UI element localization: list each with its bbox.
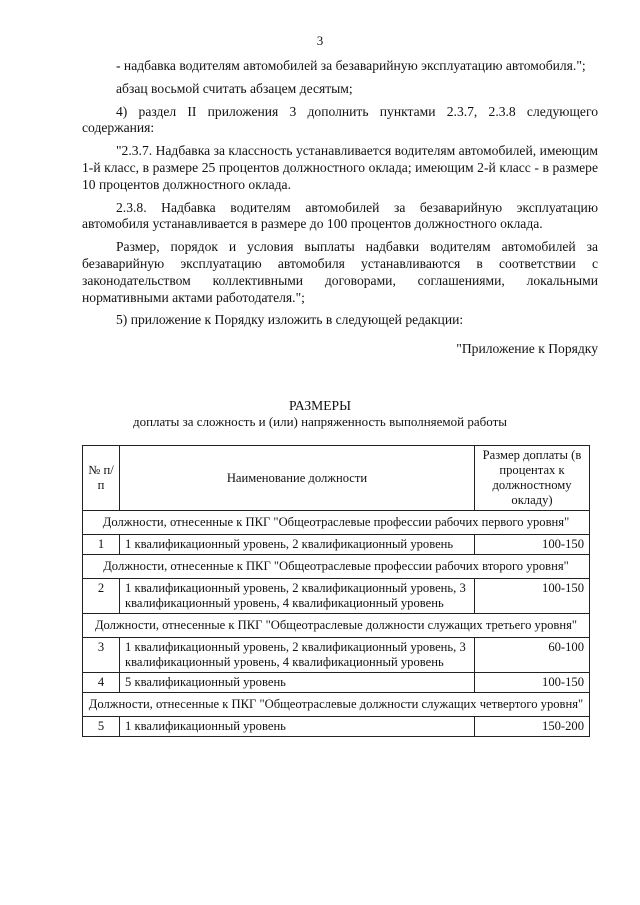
- row-pct: 100-150: [475, 579, 590, 614]
- group-row: [83, 693, 590, 717]
- paragraph: 5) приложение к Порядку изложить в следующей редакции:: [116, 312, 464, 328]
- group-title: Должности, отнесенные к ПКГ "Общеотраслевые профессии рабочих второго уровня": [83, 555, 590, 579]
- group-row: [83, 511, 590, 535]
- table-header-row: [83, 446, 590, 511]
- row-name: 1 квалификационный уровень, 2 квалификационный уровень: [120, 535, 475, 555]
- heading-subtitle: доплаты за сложность и (или) напряженность выполняемой работы: [132, 414, 507, 429]
- paragraph: 4) раздел II приложения 3 дополнить пунктами 2.3.7, 2.3.8 следующего содержания:: [82, 103, 598, 136]
- row-name: 1 квалификационный уровень, 2 квалификационный уровень, 3 квалификационный уровень, 4 квалификационный уровень: [120, 638, 475, 673]
- row-num: 2: [83, 579, 120, 614]
- row-pct: 60-100: [475, 638, 590, 673]
- header-name: Наименование должности: [120, 446, 475, 511]
- paragraph: Размер, порядок и условия выплаты надбавки водителям автомобилей за безаварийную эксплуатацию автомобиля устанавливаются в соответствии с законодательством коллективными договорами, соглашениями, локальными нормативными актами работодателя.";: [82, 239, 598, 305]
- group-title: Должности, отнесенные к ПКГ "Общеотраслевые профессии рабочих первого уровня": [83, 511, 590, 535]
- table-row: [83, 579, 590, 614]
- appendix-reference: "Приложение к Порядку: [456, 341, 598, 357]
- page-number: 3: [316, 33, 324, 48]
- paragraph: 2.3.8. Надбавка водителям автомобилей за безаварийную эксплуатацию автомобиля устанавливается в размере до 100 процентов должностного оклада.: [82, 199, 598, 232]
- row-name: 1 квалификационный уровень, 2 квалификационный уровень, 3 квалификационный уровень, 4 квалификационный уровень: [120, 579, 475, 614]
- heading-title: РАЗМЕРЫ: [289, 398, 351, 413]
- document-body: [82, 58, 598, 358]
- table-row: [83, 535, 590, 555]
- group-row: [83, 555, 590, 579]
- header-num: № п/п: [83, 446, 120, 511]
- group-title: Должности, отнесенные к ПКГ "Общеотраслевые должности служащих четвертого уровня": [83, 693, 590, 717]
- table-row: [83, 717, 590, 737]
- group-title: Должности, отнесенные к ПКГ "Общеотраслевые должности служащих третьего уровня": [83, 614, 590, 638]
- paragraph: абзац восьмой считать абзацем десятым;: [116, 80, 353, 96]
- table-heading: [0, 398, 640, 430]
- row-name: 1 квалификационный уровень: [120, 717, 475, 737]
- paragraph: - надбавка водителям автомобилей за безаварийную эксплуатацию автомобиля.";: [116, 58, 586, 73]
- table-row: [83, 673, 590, 693]
- allowance-table: [82, 445, 590, 737]
- row-num: 1: [83, 535, 120, 555]
- row-num: 3: [83, 638, 120, 673]
- row-pct: 100-150: [475, 673, 590, 693]
- row-pct: 100-150: [475, 535, 590, 555]
- row-num: 5: [83, 717, 120, 737]
- row-num: 4: [83, 673, 120, 693]
- table-row: [83, 638, 590, 673]
- row-name: 5 квалификационный уровень: [120, 673, 475, 693]
- paragraph: "2.3.7. Надбавка за классность устанавливается водителям автомобилей, имеющим 1-й класс, в размере 25 процентов должностного оклада; имеющим 2-й класс - в размере 10 процентов должностного оклада.: [82, 143, 598, 192]
- header-pct: Размер доплаты (в процентах к должностному окладу): [475, 446, 590, 511]
- group-row: [83, 614, 590, 638]
- row-pct: 150-200: [475, 717, 590, 737]
